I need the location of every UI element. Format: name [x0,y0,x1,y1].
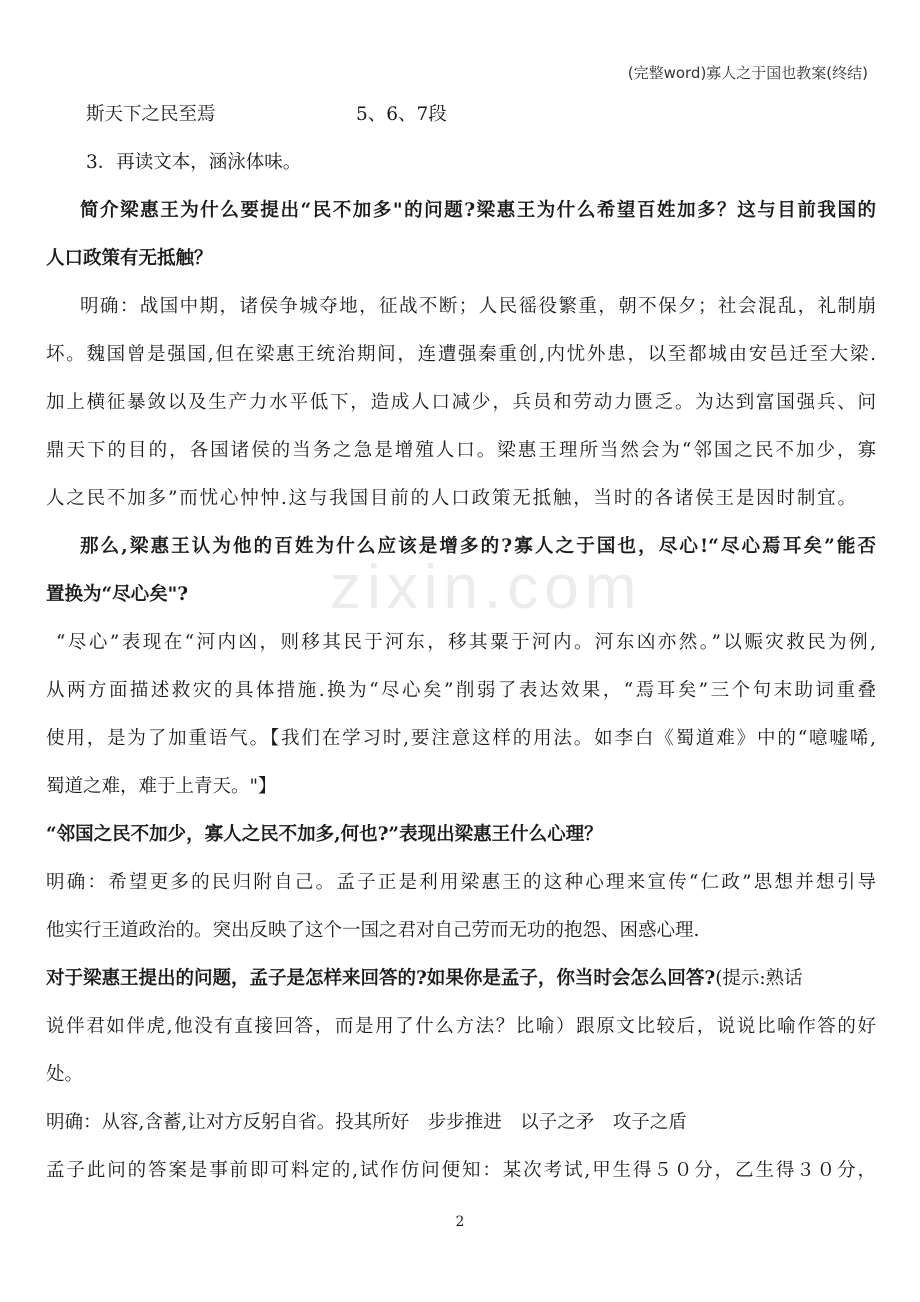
text-line: 使用，是为了加重语气。【我们在学习时,要注意这样的用法。如李白《蜀道难》中的“噫嘘唏, [46,728,876,749]
text-line: 从两方面描述救灾的具体措施.换为“尽心矣”削弱了表达效果，“焉耳矣”三个句末助词重叠 [46,680,876,701]
question-line [46,964,803,990]
page-number: 2 [455,1214,465,1230]
text-line: 5、6、7段 [356,104,447,125]
text-line: 人之民不加多”而忧心忡忡.这与我国目前的人口政策无抵触，当时的各诸侯王是因时制宜。 [46,488,856,509]
question-bold-text: 对于梁惠王提出的问题，孟子是怎样来回答的?如果你是孟子，你当时会怎么回答? [46,968,716,989]
text-line: 明确：从容,含蓄,让对方反躬自省。投其所好 步步推进 以子之矛 攻子之盾 [46,1112,687,1133]
text-line: 明确：战国中期，诸侯争城夺地，征战不断；人民徭役繁重，朝不保夕；社会混乱，礼制崩 [80,296,876,317]
question-line: “邻国之民不加少，寡人之民不加多,何也?”表现出梁惠王什么心理？ [46,824,603,845]
text-line: 说伴君如伴虎,他没有直接回答，而是用了什么方法？比喻）跟原文比较后，说说比喻作答的好 [46,1016,876,1037]
page-header: (完整word)寡人之于国也教案(终结) [627,64,868,82]
text-line: 3．再读文本，涵泳体味。 [86,152,302,173]
question-line: 人口政策有无抵触？ [46,248,213,269]
text-line: 他实行王道政治的。突出反映了这个一国之君对自己劳而无功的抱怨、困惑心理. [46,920,700,941]
hint-text: (提示:熟话 [715,968,803,989]
text-line: 坏。魏国曾是强国,但在梁惠王统治期间，连遭强秦重创,内忧外患，以至都城由安邑迁至大梁. [46,344,876,365]
text-line: 明确：希望更多的民归附自己。孟子正是利用梁惠王的这种心理来宣传“仁政”思想并想引导 [46,872,876,893]
question-line: 置换为“尽心矣"? [46,584,189,605]
text-line: 处。 [46,1064,84,1085]
text-line: “尽心”表现在“河内凶，则移其民于河东，移其粟于河内。河东凶亦然。”以赈灾救民为例, [56,632,876,653]
text-line: 鼎天下的目的，各国诸侯的当务之急是增殖人口。梁惠王理所当然会为“邻国之民不加少，寡 [46,440,876,461]
text-line: 蜀道之难，难于上青天。"】 [46,776,277,797]
text-line: 加上横征暴敛以及生产力水平低下，造成人口减少，兵员和劳动力匮乏。为达到富国强兵、问 [46,392,876,413]
question-line: 那么,梁惠王认为他的百姓为什么应该是增多的?寡人之于国也，尽心!“尽心焉耳矣”能否 [80,536,876,557]
watermark: zixin.com [330,553,643,622]
text-span: 斯天下之民至焉 [86,104,216,125]
question-line: 简介梁惠王为什么要提出“民不加多"的问题?梁惠王为什么希望百姓加多？这与目前我国的 [80,200,876,221]
text-line [86,100,216,126]
text-line: 孟子此问的答案是事前即可料定的,试作仿问便知：某次考试,甲生得５０分，乙生得３０分， [46,1160,876,1181]
